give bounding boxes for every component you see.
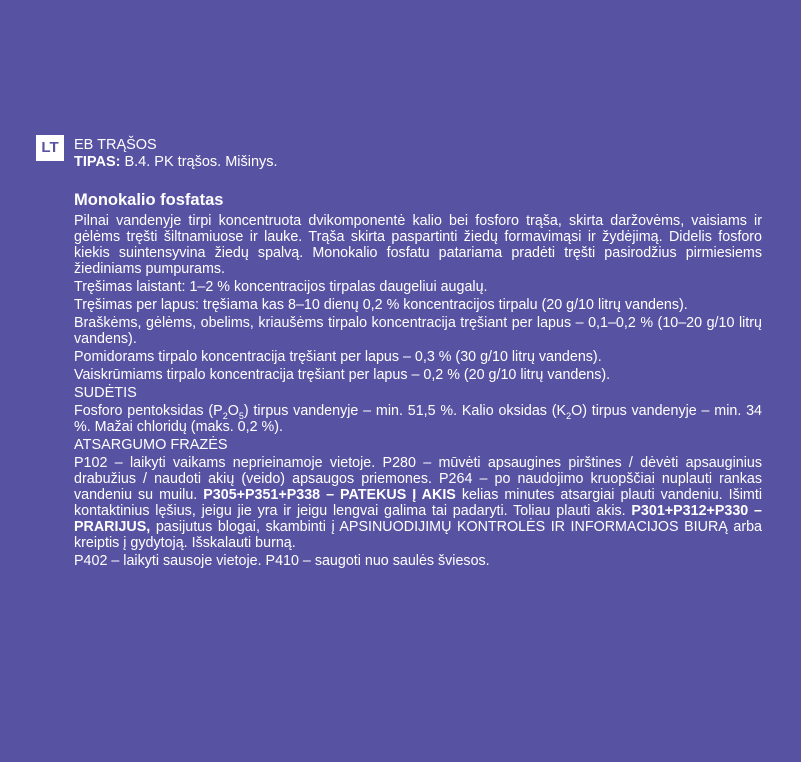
precautions-heading: ATSARGUMO FRAZĖS — [74, 437, 228, 453]
precautions-text: P102 – laikyti vaikams neprieinamoje vietoje. P280 – mūvėti apsaugines pirštines / dėvėti apsauginius drabužius / naudoti akių (veido) apsaugos priemones. P264 – po naudojimo kruopščiai nuplauti rankas vandeniu su muilu. P305+P351+P338 – PATEKUS Į AKIS kelias minutes atsargiai plauti vandeniu. Išimti kontaktinius lęšius, jeigu jie yra ir jeigu lengvai galima tai padaryti. Toliau plauti akis. P301+P312+P330 – PRARIJUS, pasijutus blogai, skambinti į APSINUODIJIMŲ KONTROLĖS IR INFORMACIJOS BIURĄ arba kreiptis į gydytoją. Išskalauti burną. — [74, 455, 762, 551]
tomato-instructions: Pomidorams tirpalo koncentracija tręšiant per lapus – 0,3 % (30 g/10 litrų vandens). — [74, 349, 602, 365]
foliar-instructions: Tręšimas per lapus: tręšiama kas 8–10 dienų 0,2 % koncentracijos tirpalu (20 g/10 litrų vandens). — [74, 297, 688, 313]
product-title: Monokalio fosfatas — [74, 191, 224, 209]
intro-paragraph: Pilnai vandenyje tirpi koncentruota dvikomponentė kalio bei fosforo trąša, skirta daržovėms, vaisiams ir gėlėms tręšti šiltnamiuose ir lauke. Trąša skirta paspartinti žiedų formavimąsi ir žydėjimą. Didelis fosforo kiekis suintensyvina žiedų spalvą. Monokalio fosfatu patariama pradėti tręšti pasirodžius pirmiesiems žiediniams pumpurams. — [74, 213, 762, 277]
berries-instructions: Braškėms, gėlėms, obelims, kriaušėms tirpalo koncentracija tręšiant per lapus – 0,1–0,2 % (10–20 g/10 litrų vandens). — [74, 315, 762, 347]
storage-text: P402 – laikyti sausoje vietoje. P410 – saugoti nuo saulės šviesos. — [74, 553, 490, 569]
product-type — [74, 154, 762, 171]
label-text — [74, 137, 762, 571]
type-value: B.4. PK trąšos. Mišinys. — [120, 154, 278, 170]
product-category: EB TRĄŠOS — [74, 137, 157, 153]
composition-heading: SUDĖTIS — [74, 385, 137, 401]
shrub-instructions: Vaiskrūmiams tirpalo koncentracija tręšiant per lapus – 0,2 % (20 g/10 litrų vandens). — [74, 367, 611, 383]
composition-text: Fosforo pentoksidas $(P_2O_5)$ tirpus vandenyje – min. 51,5 %. Kalio oksidas $(K_2O)$ tirpus vandenyje – min. 34 %. Mažai chloridų (maks. 0,2 %). — [74, 403, 763, 435]
type-label: TIPAS: — [74, 154, 121, 170]
watering-instructions: Tręšimas laistant: 1–2 % koncentracijos tirpalas daugeliui augalų. — [74, 279, 488, 295]
language-badge: LT — [36, 135, 64, 161]
